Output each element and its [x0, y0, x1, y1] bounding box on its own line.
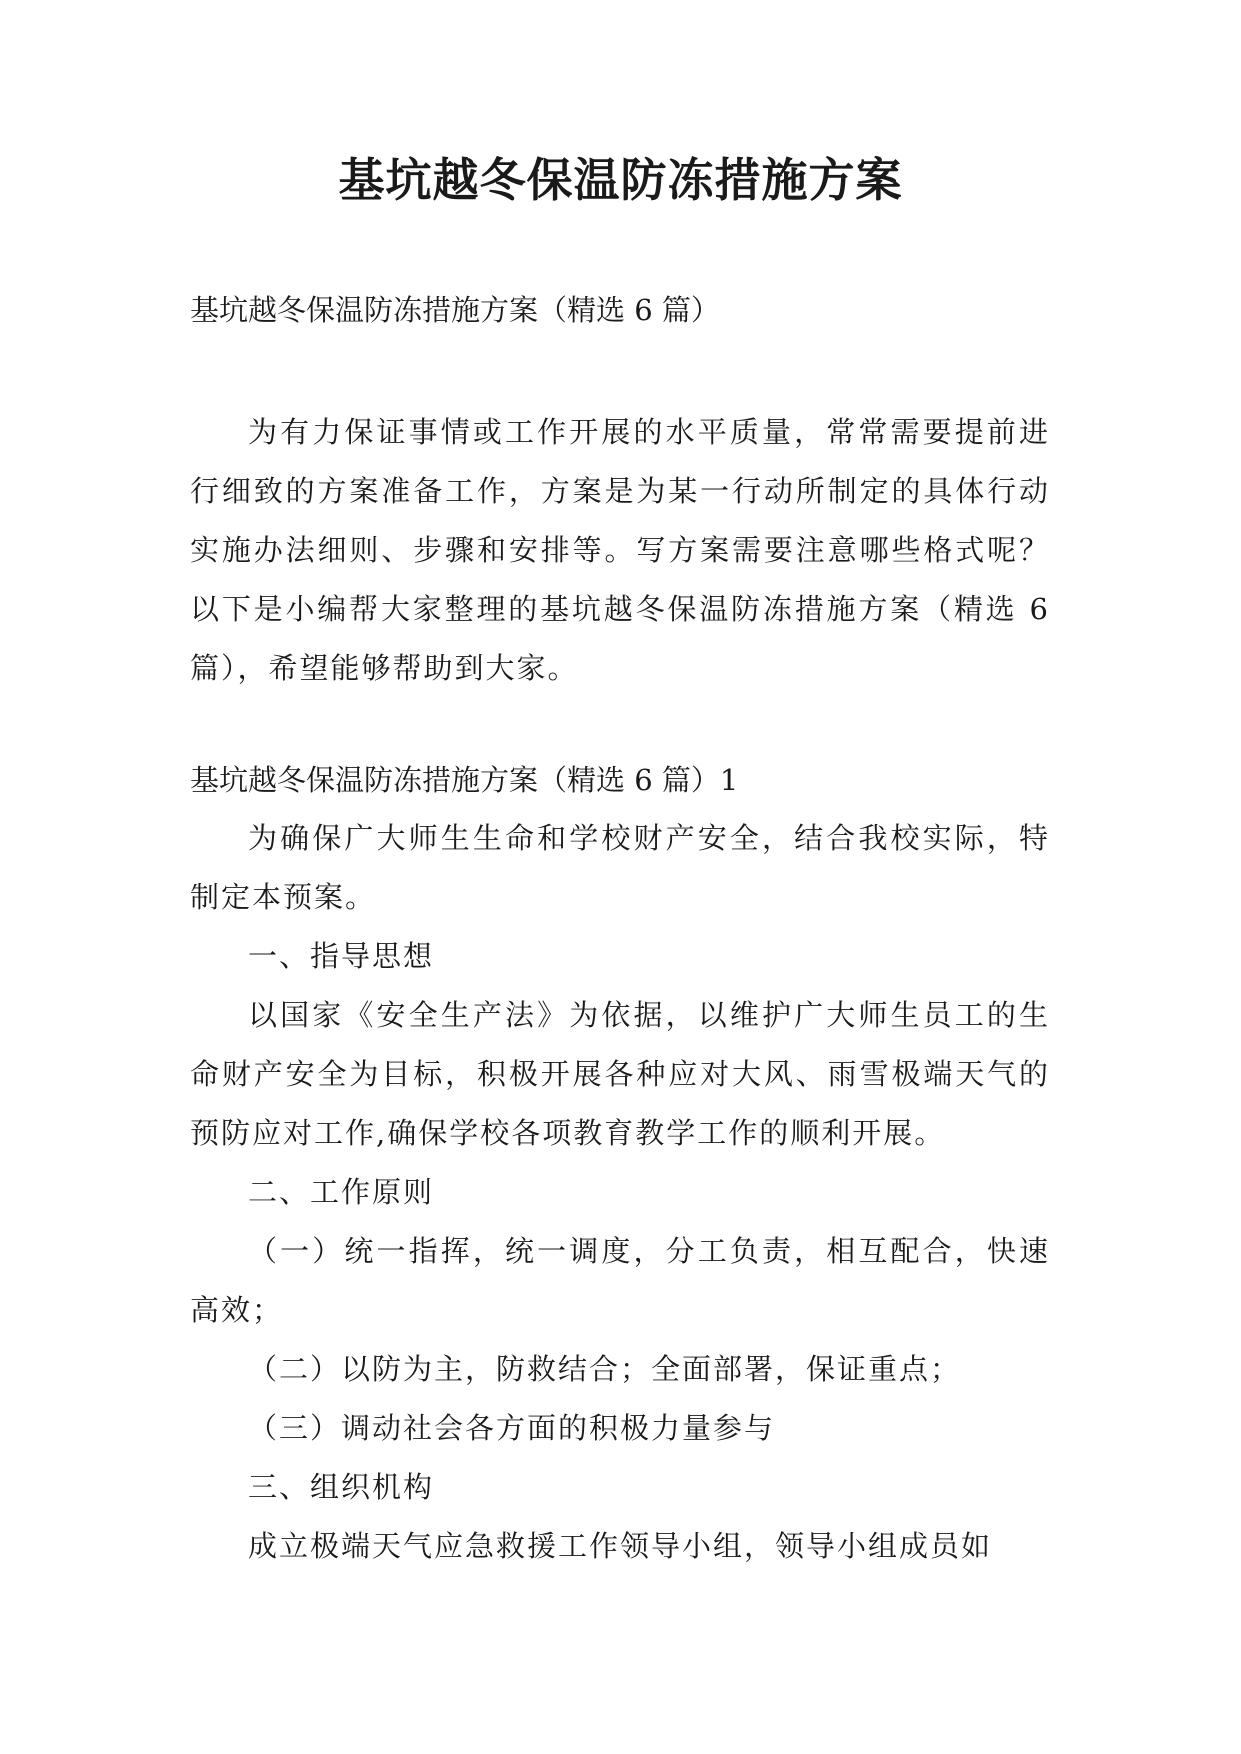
body-paragraph: （一）统一指挥，统一调度，分工负责，相互配合，快速高效；	[190, 1234, 1050, 1327]
body-heading: 三、组织机构	[248, 1470, 435, 1504]
body-paragraph: 成立极端天气应急救援工作领导小组，领导小组成员如	[248, 1529, 993, 1563]
section-title: 基坑越冬保温防冻措施方案（精选 6 篇）1	[190, 763, 739, 797]
body-paragraph: 以国家《安全生产法》为依据，以维护广大师生员工的生命财产安全为目标，积极开展各种应对大风、雨雪极端天气的预防应对工作,确保学校各项教育教学工作的顺利开展。	[190, 998, 1050, 1150]
document-title: 基坑越冬保温防冻措施方案	[338, 153, 903, 207]
intro-paragraph: 为有力保证事情或工作开展的水平质量，常常需要提前进行细致的方案准备工作，方案是为某一行动所制定的具体行动实施办法细则、步骤和安排等。写方案需要注意哪些格式呢？以下是小编帮大家整理的基坑越冬保温防冻措施方案（精选 6 篇），希望能够帮助到大家。	[190, 415, 1050, 685]
body-heading: 一、指导思想	[248, 939, 435, 973]
body-paragraph: 为确保广大师生生命和学校财产安全，结合我校实际，特制定本预案。	[190, 821, 1050, 914]
body-paragraph: （二）以防为主，防救结合；全面部署，保证重点；	[248, 1352, 962, 1386]
body-heading: 二、工作原则	[248, 1175, 435, 1209]
section-body	[190, 809, 1050, 1576]
document-subtitle: 基坑越冬保温防冻措施方案（精选 6 篇）	[190, 293, 720, 327]
body-paragraph: （三）调动社会各方面的积极力量参与	[248, 1411, 776, 1445]
